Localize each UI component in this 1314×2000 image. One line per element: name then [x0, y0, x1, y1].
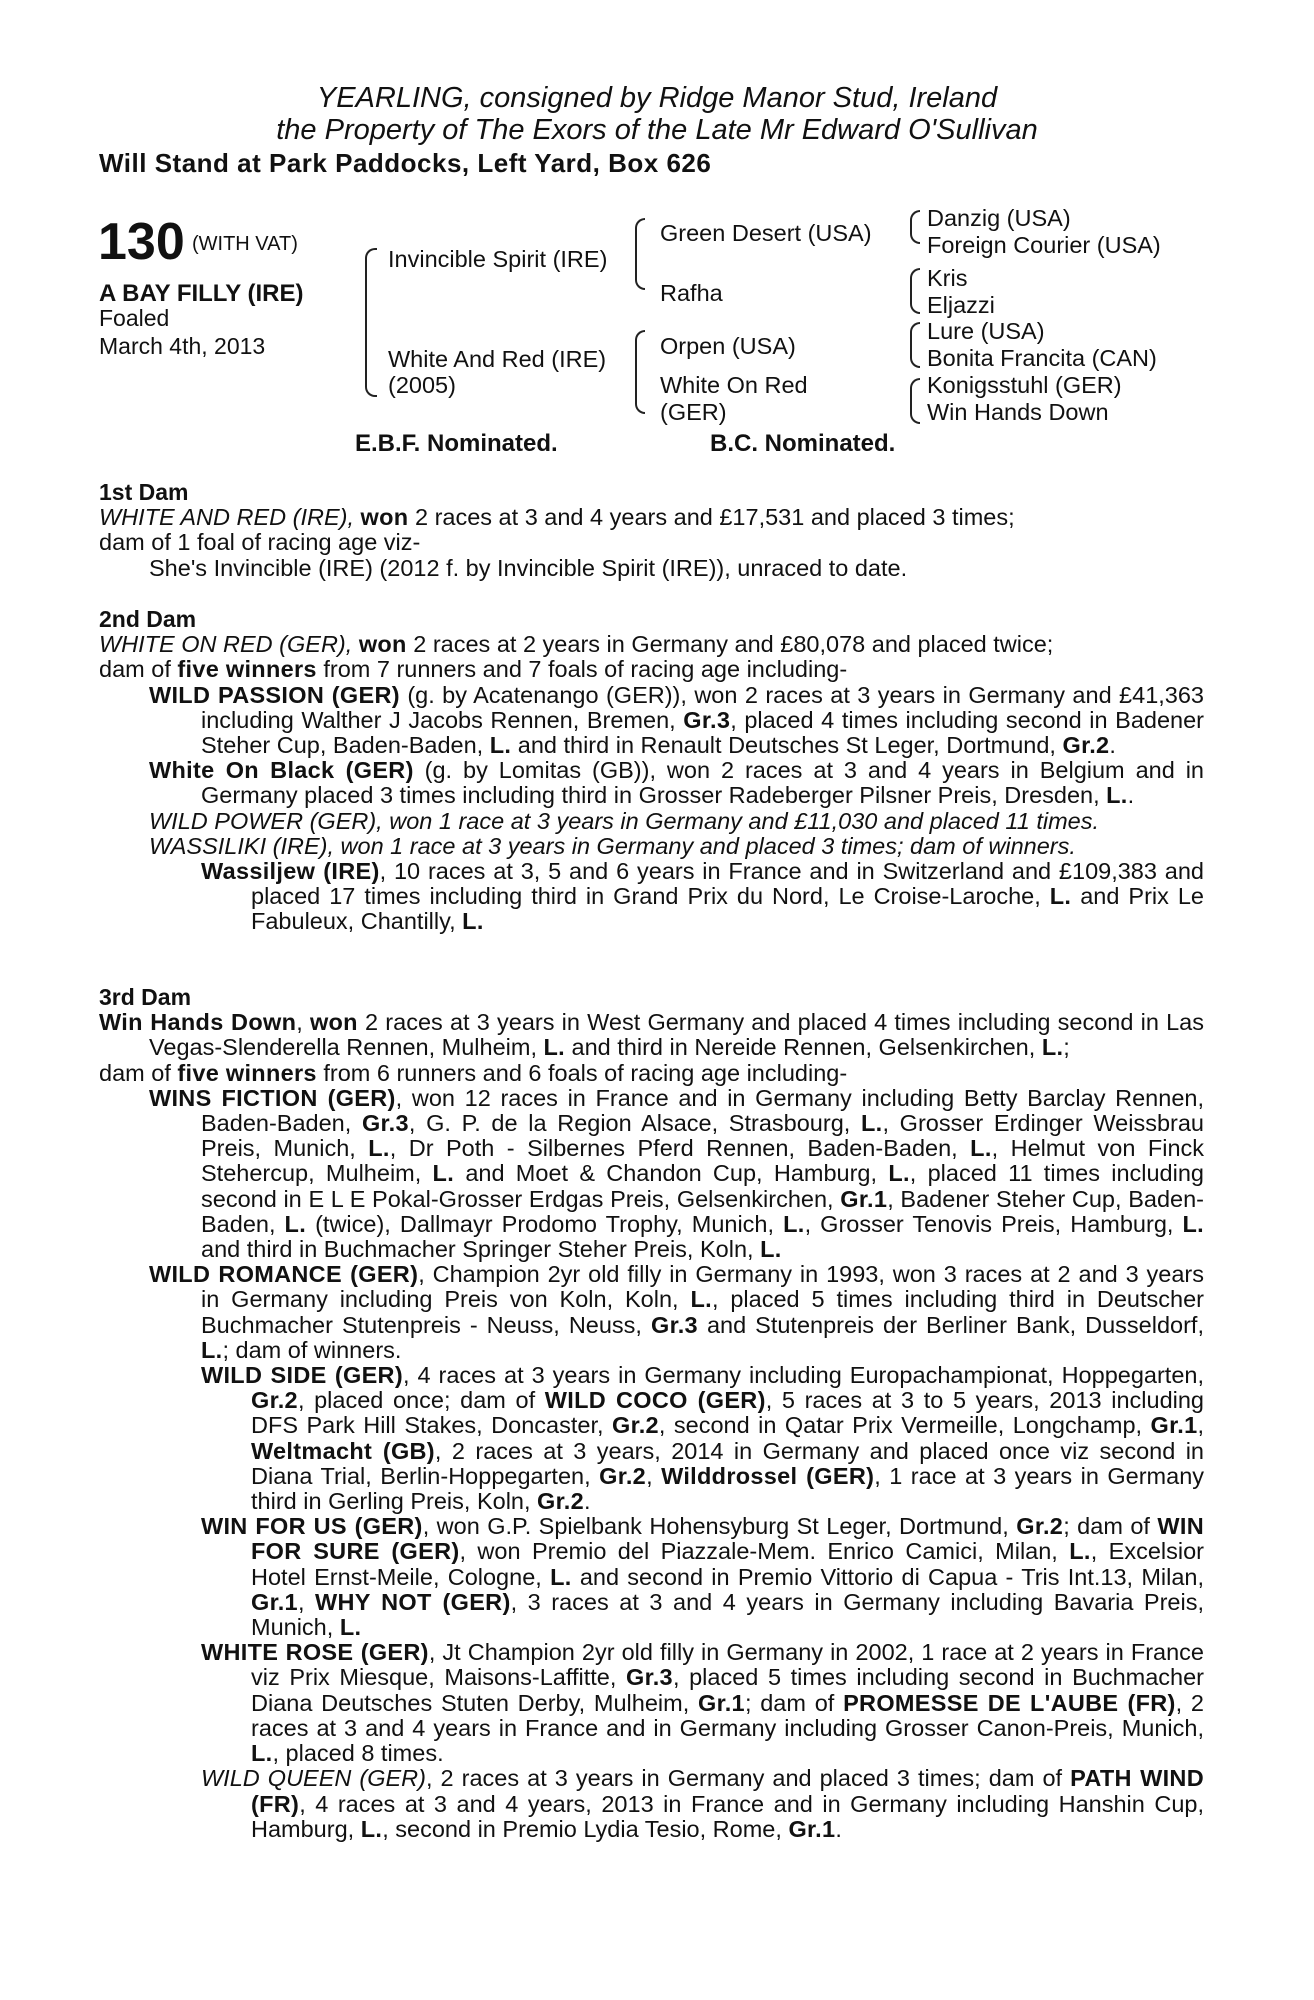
entry-text: and third in Renault Deutsches St Leger, Dortmund, [517, 732, 1056, 759]
third-dam-record: 2 races at 3 years in West Germany and placed 4 times including second in Las Vegas-Slenderella Rennen, Mulheim, [149, 1009, 1205, 1061]
entry-text: and Prix Le Fabuleux, Chantilly, [251, 883, 1204, 935]
listed: L. [1041, 1034, 1064, 1061]
horse-name: White On Black (GER) [149, 757, 414, 784]
second-dam-produce: from 7 runners and 7 foals of racing age including- [323, 656, 848, 683]
listed: L. [543, 1034, 565, 1061]
vat-label: (WITH VAT) [192, 233, 298, 255]
grade: Gr.1 [251, 1588, 298, 1615]
pedigree-dss: Lure (USA) [927, 318, 1045, 344]
entry-text: (g. by Acatenango (GER)), won 2 races at 3 years in Germany and £41,363 including Walther J Jacobs Rennen, Bremen, [201, 681, 1205, 733]
first-dam-name: WHITE AND RED (IRE), [99, 504, 355, 531]
pedigree-ssd: Foreign Courier (USA) [927, 232, 1161, 258]
listed: L. [760, 1236, 782, 1263]
entry-text: , second in Premio Lydia Tesio, Rome, [382, 1815, 782, 1842]
listed: L. [1069, 1538, 1091, 1565]
horse-name: PROMESSE DE L'AUBE (FR) [843, 1689, 1176, 1716]
horse-name: WILD SIDE (GER) [201, 1362, 403, 1389]
ebf-nominated: E.B.F. Nominated. [355, 430, 558, 457]
horse-name: WILD COCO (GER) [544, 1387, 766, 1414]
bc-nominated: B.C. Nominated. [710, 430, 896, 457]
first-dam-record: 2 races at 3 and 4 years and £17,531 and placed 3 times; [414, 504, 1015, 531]
entry-text: , 4 races at 3 years in Germany including Europachampionat, Hoppegarten, [402, 1362, 1204, 1389]
dam-of-label: dam of [99, 656, 171, 683]
entry-text: ; dam of [1063, 1513, 1150, 1540]
horse-name: WINS FICTION (GER) [149, 1084, 396, 1111]
grade: Gr.2 [599, 1462, 647, 1489]
won-label: won [358, 631, 407, 658]
listed: L. [550, 1563, 572, 1590]
first-dam-heading: 1st Dam [99, 479, 189, 505]
horse-name: PATH WIND (FR) [251, 1765, 1204, 1817]
entry-text: and Stutenpreis der Berliner Bank, Dusseldorf, [706, 1311, 1204, 1338]
listed: L. [1106, 782, 1128, 809]
produce-entry [99, 859, 1204, 935]
grade: Gr.3 [683, 706, 731, 733]
listed: L. [462, 908, 484, 935]
grade: Gr.1 [840, 1185, 888, 1212]
entry-text: , second in Qatar Prix Vermeille, Longchamp, [658, 1412, 1143, 1439]
entry-text: (g. by Lomitas (GB)), won 2 races at 3 and 4 years in Belgium and in Germany placed 3 times including third in Grosser Radeberger Pilsner Preis, Dresden, [201, 757, 1205, 809]
first-dam-section [99, 480, 1204, 581]
listed: L. [201, 1336, 223, 1363]
grade: Gr.1 [698, 1689, 745, 1716]
foaled-label: Foaled [99, 305, 170, 331]
grade: Gr.2 [537, 1488, 584, 1515]
horse-name: WASSILIKI (IRE), [149, 832, 334, 859]
listed: L. [690, 1286, 712, 1313]
pedigree-brace-sire [635, 218, 645, 290]
listed: L. [489, 732, 512, 759]
horse-name: WILD QUEEN (GER) [201, 1765, 426, 1792]
listed: L. [860, 1110, 883, 1137]
entry-text: , Excelsior Hotel Ernst-Meile, Cologne, [251, 1538, 1205, 1590]
third-dam-produce: from 6 runners and 6 foals of racing age including- [323, 1059, 848, 1086]
entry-text: , placed 5 times including second in Buchmacher Diana Deutsches Stuten Derby, Mulheim, [251, 1664, 1204, 1716]
pedigree-brace-sd [910, 268, 920, 314]
produce-entry: WIN FOR US (GER), won G.P. Spielbank Hohensyburg St Leger, Dortmund, Gr.2; dam of WIN FOR SURE (GER), won Premio del Piazzale-Mem. Enrico Camici, Milan, L., Excelsior Hotel Ernst-Meile, Cologne, L. and second in Premio Vittorio di Capua - Tris Int.13, Milan, Gr.1, WHY NOT (GER), 3 races at 3 and 4 years in Germany including Bavaria Preis, Munich, L. [201, 1513, 1205, 1641]
listed: L. [368, 1135, 390, 1162]
horse-name: WILD POWER (GER), [149, 807, 383, 834]
won-label: won [360, 504, 409, 531]
pedigree-dam-sire: Orpen (USA) [660, 333, 796, 359]
pedigree-sdd: Eljazzi [927, 292, 995, 318]
entry-text: won 1 race at 3 years in Germany and placed 3 times; dam of winners. [340, 832, 1076, 859]
grade: Gr.3 [650, 1311, 698, 1338]
entry-text: , 2 races at 3 and 4 years in France and in Germany including Grosser Canon-Preis, Munich, [251, 1689, 1204, 1741]
produce-entry: White On Black (GER) (g. by Lomitas (GB)), won 2 races at 3 and 4 years in Belgium and in Germany placed 3 times including third in Grosser Radeberger Pilsner Preis, Dresden, L.. [149, 757, 1205, 809]
third-dam-record: and third in Nereide Rennen, Gelsenkirchen, [571, 1034, 1036, 1061]
grade: Gr.3 [361, 1110, 409, 1137]
produce-entry [99, 1640, 1204, 1766]
entry-text: , Grosser Erdinger Weissbrau Preis, Munich, [201, 1110, 1205, 1162]
grade: Gr.1 [1150, 1412, 1198, 1439]
entry-text: , Dr Poth - Silbernes Pferd Rennen, Baden-Baden, [389, 1135, 958, 1162]
pedigree-brace-dam [635, 330, 645, 414]
produce-entry [99, 1262, 1204, 1363]
entry-text: , placed 11 times including second in E L E Pokal-Grosser Erdgas Preis, Gelsenkirchen, [201, 1160, 1204, 1212]
grade: Gr.3 [626, 1664, 673, 1691]
entry-text: won 1 race at 3 years in Germany and £11,030 and placed 11 times. [389, 807, 1100, 834]
grade: Gr.2 [1062, 732, 1110, 759]
entry-text: , 4 races at 3 and 4 years, 2013 in France and in Germany including Hanshin Cup, Hamburg, [251, 1790, 1204, 1842]
first-dam-foal: She's Invincible (IRE) (2012 f. by Invincible Spirit (IRE)), unraced to date. [149, 554, 908, 581]
pedigree-ddd: Win Hands Down [927, 399, 1109, 425]
entry-text: , won G.P. Spielbank Hohensyburg St Leger, Dortmund, [422, 1513, 1009, 1540]
horse-name: WHY NOT (GER) [315, 1588, 511, 1615]
pedigree-brace-main [365, 248, 377, 397]
produce-entry: WILD PASSION (GER) (g. by Acatenango (GER)), won 2 races at 3 years in Germany and £41,363 including Walther J Jacobs Rennen, Bremen, Gr.3, placed 4 times including second in Badener Steher Cup, Baden-Baden, L. and third in Renault Deutsches St Leger, Dortmund, Gr.2. [149, 681, 1205, 759]
entry-text: , placed once; dam of [297, 1387, 536, 1414]
winners-count: five winners [177, 1059, 317, 1086]
pedigree-sss: Danzig (USA) [927, 205, 1071, 231]
horse-name: WILD PASSION (GER) [149, 681, 400, 708]
pedigree-sire: Invincible Spirit (IRE) [388, 246, 608, 272]
entry-text: and second in Premio Vittorio di Capua - Tris Int.13, Milan, [579, 1563, 1205, 1590]
third-dam-heading: 3rd Dam [99, 984, 192, 1010]
entry-text: ; dam of [744, 1689, 835, 1716]
grade: Gr.2 [1016, 1513, 1064, 1540]
listed: L. [970, 1135, 992, 1162]
pedigree-dam: White And Red (IRE) [388, 346, 607, 372]
entry-text: , 2 races at 3 years in Germany and placed 3 times; dam of [425, 1765, 1063, 1792]
entry-text: and Moet & Chandon Cup, Hamburg, [465, 1160, 878, 1187]
pedigree-dam-year: (2005) [388, 372, 456, 398]
second-dam-record: 2 races at 2 years in Germany and £80,078 and placed twice; [413, 631, 1054, 658]
horse-name: WIN FOR SURE (GER) [251, 1513, 1205, 1565]
dam-of-label: dam of [99, 1059, 171, 1086]
entry-text: , Jt Champion 2yr old filly in Germany in 2002, 1 race at 2 years in France viz Prix Miesque, Maisons-Laffitte, [251, 1639, 1204, 1691]
listed: L. [1182, 1210, 1204, 1237]
pedigree-sds: Kris [927, 265, 968, 291]
listed: L. [284, 1210, 307, 1237]
entry-text: , Badener Steher Cup, Baden-Baden, [201, 1185, 1205, 1237]
header-line-2: the Property of The Exors of the Late Mr Edward O'Sullivan [276, 114, 1038, 146]
grade: Gr.2 [611, 1412, 659, 1439]
winners-count: five winners [177, 656, 317, 683]
entry-text: , 2 races at 3 years, 2014 in Germany and placed once viz second in Diana Trial, Berlin-Hoppegarten, [251, 1437, 1204, 1489]
produce-entry: WILD SIDE (GER), 4 races at 3 years in Germany including Europachampionat, Hoppegarten, Gr.2, placed once; dam of WILD COCO (GER), 5 races at 3 to 5 years, 2013 including DFS Park Hill Stakes, Doncaster, Gr.2, second in Qatar Prix Vermeille, Longchamp, Gr.1, Weltmacht (GB), 2 races at 3 years, 2014 in Germany and placed once viz second in Diana Trial, Berlin-Hoppegarten, Gr.2, Wilddrossel (GER), 1 race at 3 years in Germany third in Gerling Preis, Koln, Gr.2. [201, 1362, 1205, 1515]
entry-text: , Helmut von Finck Stehercup, Mulheim, [201, 1135, 1205, 1187]
grade: Gr.2 [251, 1387, 298, 1414]
second-dam-heading: 2nd Dam [99, 606, 197, 632]
listed: L. [783, 1210, 805, 1237]
horse-name: Weltmacht (GB) [251, 1437, 435, 1464]
pedigree-brace-dd [910, 378, 920, 424]
won-label: won [309, 1009, 358, 1036]
foaled-date: March 4th, 2013 [99, 333, 266, 359]
pedigree-dds: Konigsstuhl (GER) [927, 372, 1122, 398]
pedigree-dsd: Bonita Francita (CAN) [927, 345, 1157, 371]
horse-name: Wassiljew (IRE) [201, 858, 380, 885]
listed: L. [339, 1614, 362, 1641]
entry-text: and third in Buchmacher Springer Steher Preis, Koln, [201, 1236, 754, 1263]
pedigree-dam-dam-country: (GER) [660, 399, 727, 425]
pedigree-sire-sire: Green Desert (USA) [660, 220, 872, 246]
produce-entry: WINS FICTION (GER), won 12 races in France and in Germany including Betty Barclay Rennen, Baden-Baden, Gr.3, G. P. de la Region Alsace, Strasbourg, L., Grosser Erdinger Weissbrau Preis, Munich, L., Dr Poth - Silbernes Pferd Rennen, Baden-Baden, L., Helmut von Finck Stehercup, Mulheim, L. and Moet & Chandon Cup, Hamburg, L., placed 11 times including second in E L E Pokal-Grosser Erdgas Preis, Gelsenkirchen, Gr.1, Badener Steher Cup, Baden-Baden, L. (twice), Dallmayr Prodomo Trophy, Munich, L., Grosser Tenovis Preis, Hamburg, L. and third in Buchmacher Springer Steher Preis, Koln, L. [149, 1084, 1205, 1263]
produce-entry [99, 809, 1204, 834]
header-line-1: YEARLING, consigned by Ridge Manor Stud, Ireland [316, 82, 998, 114]
second-dam-name: WHITE ON RED (GER), [99, 631, 353, 658]
listed: L. [888, 1160, 910, 1187]
entry-text: , 5 races at 3 to 5 years, 2013 including DFS Park Hill Stakes, Doncaster, [251, 1387, 1204, 1439]
entry-text: , Grosser Tenovis Preis, Hamburg, [804, 1210, 1174, 1237]
listed: L. [1049, 883, 1072, 910]
entry-text: , 10 races at 3, 5 and 6 years in France and in Switzerland and £109,383 and placed 17 times including third in Grand Prix du Nord, Le Croise-Laroche, [251, 858, 1204, 910]
horse-name: WILD ROMANCE (GER) [149, 1261, 419, 1288]
entry-text: , placed 8 times. [272, 1740, 444, 1767]
entry-text: , placed 5 times including third in Deutscher Buchmacher Stutenpreis - Neuss, Neuss, [201, 1286, 1204, 1338]
horse-name: WIN FOR US (GER) [201, 1513, 423, 1540]
horse-name: Wilddrossel (GER) [661, 1462, 875, 1489]
pedigree-sire-dam: Rafha [660, 280, 723, 306]
horse-description: A BAY FILLY (IRE) [99, 280, 304, 307]
entry-text: won 12 races in France and in Germany including Betty Barclay Rennen, Baden-Baden, [201, 1084, 1204, 1137]
third-dam-name: Win Hands Down [99, 1009, 297, 1036]
lot-number: 130 [98, 213, 185, 271]
pedigree-dam-dam: White On Red [660, 372, 808, 398]
first-dam-produce: dam of 1 foal of racing age viz- [99, 529, 421, 556]
entry-text: , placed 4 times including second in Badener Steher Cup, Baden-Baden, [201, 706, 1204, 759]
pedigree-brace-ss [910, 210, 920, 244]
listed: L. [360, 1815, 383, 1842]
entry-text: (twice), Dallmayr Prodomo Trophy, Munich, [315, 1210, 775, 1237]
pedigree-brace-ds [910, 322, 920, 368]
entry-text: , won Premio del Piazzale-Mem. Enrico Camici, Milan, [459, 1538, 1058, 1565]
listed: L. [251, 1740, 273, 1767]
entry-text: , Champion 2yr old filly in Germany in 1993, won 3 races at 2 and 3 years in Germany including Preis von Koln, Koln, [201, 1261, 1205, 1313]
stand-location: Will Stand at Park Paddocks, Left Yard, Box 626 [99, 148, 712, 178]
entry-text: , 1 race at 3 years in Germany third in Gerling Preis, Koln, [251, 1462, 1205, 1515]
produce-entry [99, 834, 1204, 859]
listed: L. [432, 1160, 455, 1187]
second-dam-section [99, 607, 1204, 935]
horse-name: WHITE ROSE (GER) [201, 1639, 429, 1666]
entry-text: , 3 races at 3 and 4 years in Germany including Bavaria Preis, Munich, [251, 1588, 1205, 1641]
third-dam-section: 3rd Dam Win Hands Down, won 2 races at 3 years in West Germany and placed 4 times including second in Las Vegas-Slenderella Rennen, Mulheim, L. and third in Nereide Rennen, Gelsenkirchen, L.; dam of five winners from 6 runners and 6 foals of racing age including- WINS FICTION (GER), won 12 races in France and in Germany including Betty Barclay Rennen, Baden-Baden, Gr.3, G. P. de la Region Alsace, Strasbourg, L., Grosser Erdinger Weissbrau Preis, Munich, L., Dr Poth - Silbernes Pferd Rennen, Baden-Baden, L., Helmut von Finck Stehercup, Mulheim, L. and Moet & Chandon Cup, Hamburg, L., placed 11 times including second in E L E Pokal-Grosser Erdgas Preis, Gelsenkirchen, Gr.1, Badener Steher Cup, Baden-Baden, L. (twice), Dallmayr Prodomo Trophy, Munich, L., Grosser Tenovis Preis, Hamburg, L. and third in Buchmacher Springer Steher Preis, Koln, L. WILD ROMANCE (GER), Champion 2yr old filly in Germany in 1993, won 3 races at 2 and 3 years in Germany including Preis von Koln, Koln, L., placed 5 times including third in Deutscher Buchmacher Stutenpreis - Neuss, Neuss, Gr.3 and Stutenpreis der Berliner Bank, Dusseldorf, L.; dam of winners. WILD SIDE (GER), 4 races at 3 years in Germany including Europachampionat, Hoppegarten, Gr.2, placed once; dam of WILD COCO (GER), 5 races at 3 to 5 years, 2013 including DFS Park Hill Stakes, Doncaster, Gr.2, second in Qatar Prix Vermeille, Longchamp, Gr.1, Weltmacht (GB), 2 races at 3 years, 2014 in Germany and placed once viz second in Diana Trial, Berlin-Hoppegarten, Gr.2, Wilddrossel (GER), 1 race at 3 years in Germany third in Gerling Preis, Koln, Gr.2. WIN FOR US (GER), won G.P. Spielbank Hohensyburg St Leger, Dortmund, Gr.2; dam of WIN FOR SURE (GER), won Premio del Piazzale-Mem. Enrico Camici, Milan, L., Excelsior Hotel Ernst-Meile, Cologne, L. and second in Premio Vittorio di Capua - Tris Int.13, Milan, Gr.1, WHY NOT (GER), 3 races at 3 and 4 years in Germany including Bavaria Preis, Munich, L. WHITE ROSE (GER), Jt Champion 2yr old filly in Germany in 2002, 1 race at 2 years in France viz Prix Miesque, Maisons-Laffitte, Gr.3, placed 5 times including second in Buchmacher Diana Deutsches Stuten Derby, Mulheim, Gr.1; dam of PROMESSE DE L'AUBE (FR), 2 races at 3 and 4 years in France and in Germany including Grosser Canon-Preis, Munich, L., placed 8 times. WILD QUEEN (GER), 2 races at 3 years in Germany and placed 3 times; dam of PATH WIND (FR), 4 races at 3 and 4 years, 2013 in France and in Germany including Hanshin Cup, Hamburg, L., second in Premio Lydia Tesio, Rome, Gr.1. [99, 984, 1205, 1842]
produce-entry: WILD QUEEN (GER), 2 races at 3 years in Germany and placed 3 times; dam of PATH WIND (FR), 4 races at 3 and 4 years, 2013 in France and in Germany including Hanshin Cup, Hamburg, L., second in Premio Lydia Tesio, Rome, Gr.1. [201, 1765, 1204, 1842]
entry-text: ; dam of winners. [222, 1336, 402, 1363]
grade: Gr.1 [788, 1815, 836, 1842]
entry-text: , G. P. de la Region Alsace, Strasbourg, [408, 1110, 851, 1137]
